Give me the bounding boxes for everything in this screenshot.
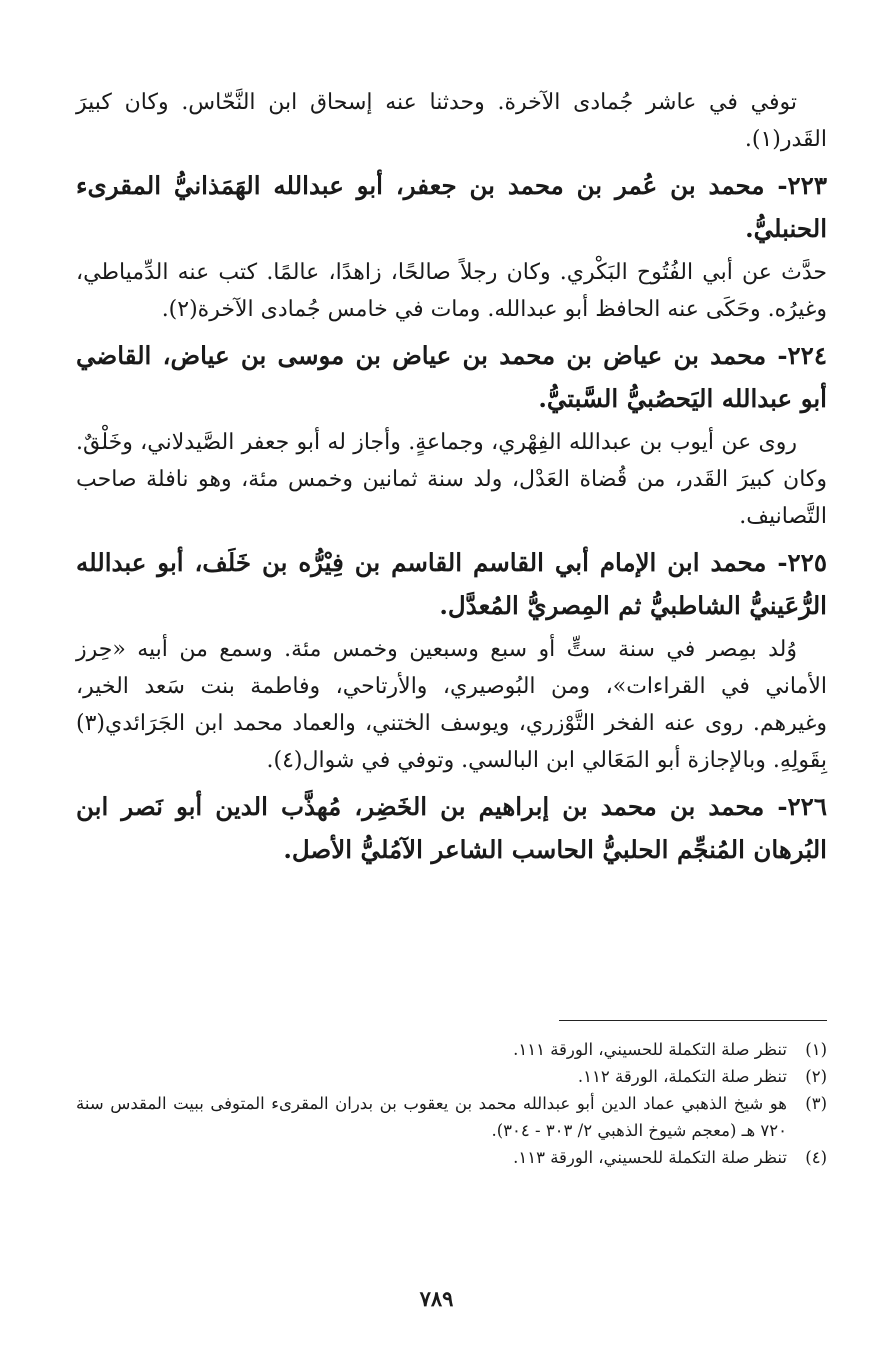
entry-226-heading: ٢٢٦- محمد بن محمد بن إبراهيم بن الخَضِر، مُهذَّب الدين أبو نَصر ابن البُرهان المُنجِّم الحلبيُّ الحاسب الشاعر الآمُليُّ الأصل. <box>76 792 827 864</box>
entry-224-heading: ٢٢٤- محمد بن عياض بن محمد بن عياض بن موسى بن عياض، القاضي أبو عبدالله اليَحصُبيُّ السَّبتيُّ. <box>76 341 827 413</box>
footnotes <box>76 1036 827 1171</box>
footnote-text: تنظر صلة التكملة، الورقة ١١٢. <box>577 1067 787 1086</box>
footnote <box>76 1063 827 1090</box>
footnote-number: (١) <box>805 1040 827 1059</box>
footnote-number: (٤) <box>805 1148 827 1167</box>
entry-224-text: روى عن أيوب بن عبدالله الفِهْري، وجماعةٍ. وأجاز له أبو جعفر الصَّيدلاني، وخَلْقٌ. وكان كبيرَ القَدر، من قُضاة العَدْل، ولد سنة ثمانين وخمس مئة، وهو نافلة صاحب التَّصانيف. <box>76 430 827 529</box>
entry-225-heading: ٢٢٥- محمد ابن الإمام أبي القاسم القاسم بن فِيْرُّه بن خَلَف، أبو عبدالله الرُّعَينيُّ الشاطبيُّ ثم المِصريُّ المُعدَّل. <box>76 548 827 620</box>
entry-223-text: حدَّث عن أبي الفُتُوح البَكْري. وكان رجلاً صالحًا، زاهدًا، عالمًا. كتب عنه الدِّمياطي، وغيرُه. وحَكَى عنه الحافظ أبو عبدالله. ومات في خامس جُمادى الآخرة(٢). <box>76 260 827 322</box>
paragraph-222-continued: توفي في عاشر جُمادى الآخرة. وحدثنا عنه إسحاق ابن النَّحّاس. وكان كبيرَ القَدر(١). <box>76 90 827 152</box>
footnote-text: هو شيخ الذهبي عماد الدين أبو عبدالله محمد بن يعقوب بن بدران المقرىء المتوفى ببيت المقدس سنة ٧٢٠ هـ (معجم شيوخ الذهبي ٢/ ٣٠٣ - ٣٠٤). <box>76 1094 787 1140</box>
entry-225-text: وُلد بمِصر في سنة ستٍّ أو سبع وسبعين وخمس مئة. وسمع من أبيه «حِرز الأماني في القراءات»، ومن البُوصيري، والأرتاحي، وفاطمة بنت سَعد الخير، وغيرهم. روى عنه الفخر التَّوْزري، ويوسف الختني، والعماد محمد ابن الجَرَائدي(٣) بِقَولِهِ. وبالإجازة أبو المَعَالي ابن البالسي. وتوفي في شوال(٤). <box>76 637 827 773</box>
footnote <box>76 1144 827 1171</box>
page-number: ٧٨٩ <box>419 1286 454 1311</box>
footnote-text: تنظر صلة التكملة للحسيني، الورقة ١١١. <box>513 1040 787 1059</box>
footnote-separator <box>559 1020 827 1021</box>
entry-223-heading: ٢٢٣- محمد بن عُمر بن محمد بن جعفر، أبو عبدالله الهَمَذانيُّ المقرىء الحنبليُّ. <box>76 171 827 243</box>
footnote <box>76 1036 827 1063</box>
footnote-number: (٢) <box>805 1067 827 1086</box>
footnote-text: تنظر صلة التكملة للحسيني، الورقة ١١٣. <box>513 1148 787 1167</box>
footnote <box>76 1090 827 1144</box>
main-text <box>76 84 827 875</box>
footnote-number: (٣) <box>805 1094 827 1113</box>
